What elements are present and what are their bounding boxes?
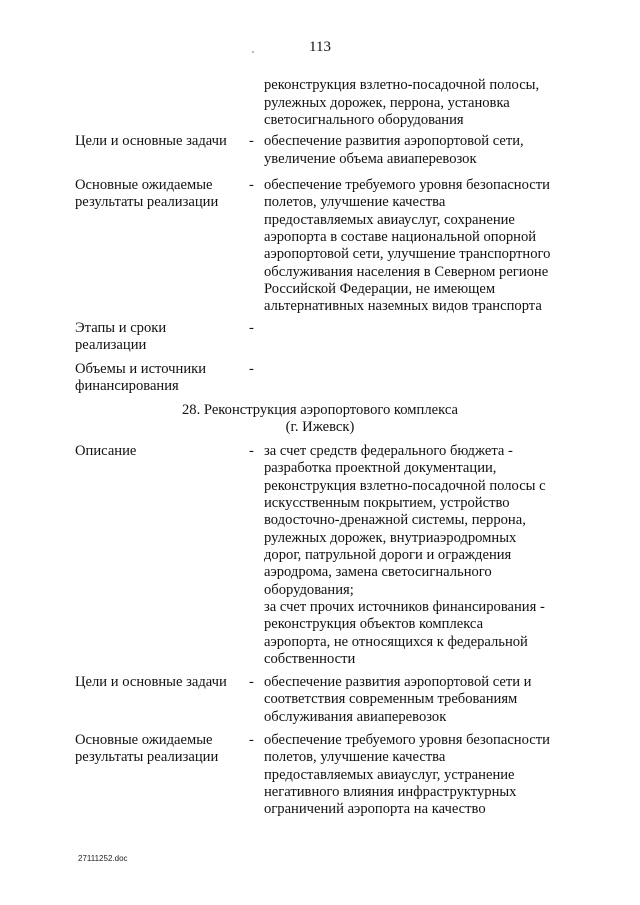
results-line: негативного влияния инфраструктурных: [264, 784, 517, 800]
description-line: собственности: [264, 651, 356, 667]
results-label: Основные ожидаемые: [75, 177, 213, 193]
description-line: оборудования;: [264, 582, 354, 598]
stages-label: Этапы и сроки: [75, 320, 167, 336]
description-line: искусственным покрытием, устройство: [264, 495, 510, 511]
results-label: Основные ожидаемые: [75, 732, 213, 748]
continuation-line: рулежных дорожек, перрона, установка: [264, 95, 510, 111]
funding-label: Объемы и источники: [75, 361, 207, 377]
dash: -: [249, 674, 254, 690]
dash: -: [249, 177, 254, 193]
goals-label: Цели и основные задачи: [75, 133, 227, 149]
goals-line: увеличение объема авиаперевозок: [264, 151, 477, 167]
description-line: водосточно-дренажной системы, перрона,: [264, 512, 526, 528]
results-line: обслуживания населения в Северном регионе: [264, 264, 549, 280]
results-line: предоставляемых авиауслуг, сохранение: [264, 212, 515, 228]
stages-label: реализации: [75, 337, 147, 353]
results-label: результаты реализации: [75, 194, 219, 210]
goals-line: соответствия современным требованиям: [264, 691, 518, 707]
description-line: реконструкция объектов комплекса: [264, 616, 484, 632]
results-line: полетов, улучшение качества: [264, 749, 446, 765]
results-line: обеспечение требуемого уровня безопасности: [264, 732, 550, 748]
goals-line: обслуживания авиаперевозок: [264, 709, 447, 725]
results-line: обеспечение требуемого уровня безопасности: [264, 177, 550, 193]
continuation-line: реконструкция взлетно-посадочной полосы,: [264, 77, 540, 93]
page-number: 113: [309, 39, 331, 55]
funding-label: финансирования: [75, 378, 179, 394]
results-line: аэропортовой сети, улучшение транспортного: [264, 246, 551, 262]
goals-label: Цели и основные задачи: [75, 674, 227, 690]
results-line: Российской Федерации, не имеющем: [264, 281, 496, 297]
section-heading: 28. Реконструкция аэропортового комплекса: [182, 402, 458, 418]
description-line: дорог, патрульной дороги и ограждения: [264, 547, 512, 563]
description-line: за счет прочих источников финансирования -: [264, 599, 545, 615]
footer-filename: 27111252.doc: [78, 854, 128, 863]
results-label: результаты реализации: [75, 749, 219, 765]
dash: -: [249, 320, 254, 336]
description-line: аэродрома, замена светосигнального: [264, 564, 492, 580]
description-label: Описание: [75, 443, 137, 459]
results-line: ограничений аэропорта на качество: [264, 801, 486, 817]
dash: -: [249, 133, 254, 149]
description-line: реконструкция взлетно-посадочной полосы с: [264, 478, 546, 494]
continuation-line: светосигнального оборудования: [264, 112, 464, 128]
description-line: за счет средств федерального бюджета -: [264, 443, 513, 459]
description-line: рулежных дорожек, внутриаэродромных: [264, 530, 517, 546]
results-line: альтернативных наземных видов транспорта: [264, 298, 542, 314]
dash: -: [249, 732, 254, 748]
results-line: аэропорта в составе национальной опорной: [264, 229, 537, 245]
results-line: полетов, улучшение качества: [264, 194, 446, 210]
dash: -: [249, 443, 254, 459]
section-heading-city: (г. Ижевск): [285, 419, 355, 435]
results-line: предоставляемых авиауслуг, устранение: [264, 767, 515, 783]
description-line: разработка проектной документации,: [264, 460, 497, 476]
goals-line: обеспечение развития аэропортовой сети,: [264, 133, 524, 149]
dash: -: [249, 361, 254, 377]
goals-line: обеспечение развития аэропортовой сети и: [264, 674, 532, 690]
description-line: аэропорта, не относящихся к федеральной: [264, 634, 528, 650]
